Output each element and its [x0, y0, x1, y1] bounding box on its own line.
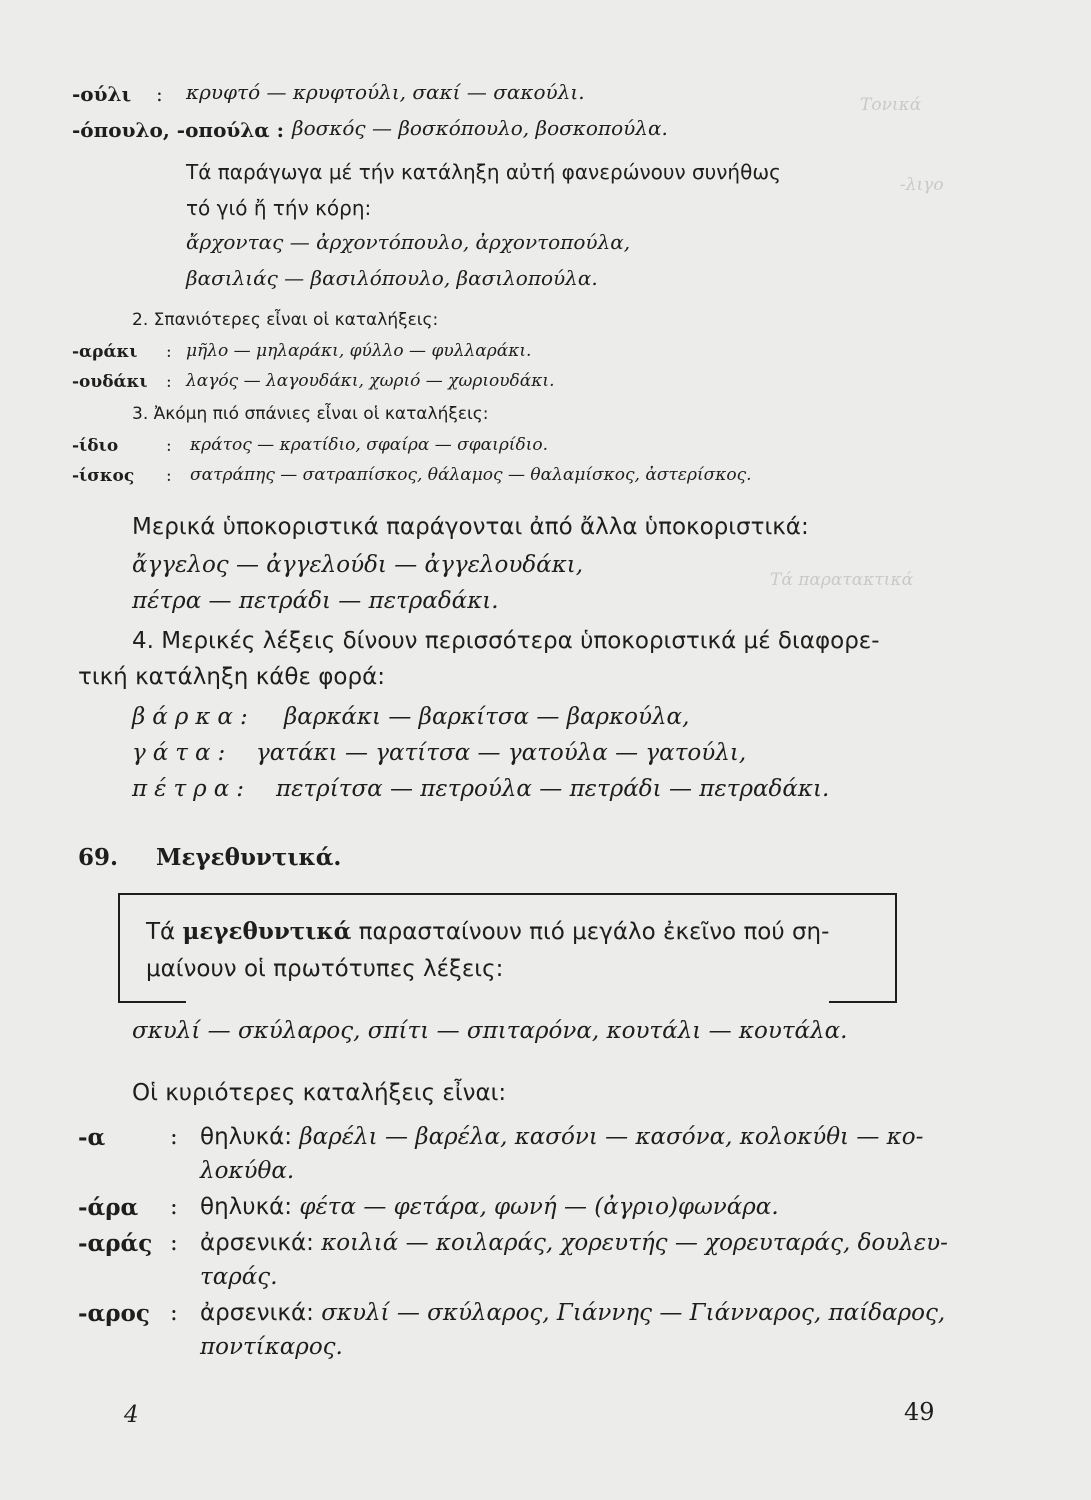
suffix-sep: : [170, 1194, 178, 1220]
section-heading: 2. Σπανιότερες εἶναι οἱ καταλήξεις: [132, 310, 439, 330]
suffix-sep: : [166, 372, 172, 392]
box-border-bottom-right [829, 1001, 897, 1003]
page-number: 49 [904, 1398, 935, 1426]
suffix-example: σατράπης — σατραπίσκος, θάλαμος — θαλαμίσκος, ἀστερίσκος. [190, 465, 752, 485]
section-heading: 3. Ἀκόμη πιό σπάνιες εἶναι οἱ καταλήξεις: [132, 404, 489, 424]
suffix-sep: : [166, 342, 172, 362]
suffix-sep: : [166, 466, 172, 486]
suffix-example: θηλυκά: φέτα — φετάρα, φωνή — (ἀγριο)φωνάρα. [200, 1194, 779, 1220]
box-text: Τά μεγεθυντικά παρασταίνουν πιό μεγάλο ἐκεῖνο πού ση- [146, 918, 830, 945]
suffix-example-cont: ταράς. [200, 1264, 278, 1290]
suffix-example: θηλυκά: βαρέλι — βαρέλα, κασόνι — κασόνα, κολοκύθι — κο- [200, 1124, 924, 1150]
suffix-example-cont: ποντίκαρος. [200, 1334, 343, 1360]
bleed-through-text: -λιγο [900, 175, 944, 195]
box-text: μαίνουν οἱ πρωτότυπες λέξεις: [146, 956, 504, 982]
suffix-label: -ούλι [72, 82, 132, 106]
suffix-label: -αράς [78, 1230, 153, 1257]
example-line: πετρίτσα — πετρούλα — πετράδι — πετραδάκι. [276, 776, 830, 802]
suffix-example: ἀρσενικά: σκυλί — σκύλαρος, Γιάννης — Γιάνναρος, παίδαρος, [200, 1300, 946, 1326]
suffix-sep: : [170, 1300, 178, 1326]
signature-mark: 4 [124, 1402, 139, 1428]
box-border-right [895, 893, 897, 1003]
word-spaced: πέτρα: [132, 776, 251, 802]
box-border-bottom-left [118, 1001, 186, 1003]
example-line: πέτρα — πετράδι — πετραδάκι. [132, 588, 499, 614]
note-text: τό γιό ἤ τήν κόρη: [186, 196, 372, 220]
box-border-left [118, 893, 120, 1003]
box-border-top [118, 893, 897, 895]
paragraph-text: Οἱ κυριότερες καταλήξεις εἶναι: [132, 1080, 507, 1106]
suffix-example: λαγός — λαγουδάκι, χωριό — χωριουδάκι. [186, 371, 555, 391]
suffix-example: κρυφτό — κρυφτούλι, σακί — σακούλι. [186, 80, 585, 104]
suffix-sep: : [170, 1230, 178, 1256]
suffix-example-cont: λοκύθα. [200, 1158, 295, 1184]
paragraph-text: 4. Μερικές λέξεις δίνουν περισσότερα ὑποκοριστικά μέ διαφορε- [132, 628, 880, 654]
example-line: σκυλί — σκύλαρος, σπίτι — σπιταρόνα, κουτάλι — κουτάλα. [132, 1018, 848, 1044]
suffix-label: -αράκι [72, 342, 138, 362]
word-spaced: βάρκα: [132, 704, 255, 730]
suffix-sep: : [170, 1124, 178, 1150]
section-number: 69. [78, 844, 119, 871]
suffix-sep: : [166, 436, 172, 456]
word-spaced: γάτα: [132, 740, 233, 766]
note-text: Τά παράγωγα μέ τήν κατάληξη αὐτή φανερώνουν συνήθως [186, 160, 781, 184]
suffix-label: -ίσκος [72, 466, 135, 486]
example-line: βασιλιάς — βασιλόπουλο, βασιλοπούλα. [186, 266, 598, 290]
suffix-label: -ίδιο [72, 436, 119, 456]
paragraph-text: Μερικά ὑποκοριστικά παράγονται ἀπό ἄλλα ὑποκοριστικά: [132, 514, 809, 540]
example-line: βαρκάκι — βαρκίτσα — βαρκούλα, [284, 704, 690, 730]
bleed-through-text: Τονικά [860, 95, 922, 115]
suffix-label: -α [78, 1124, 106, 1151]
paragraph-text: τική κατάληξη κάθε φορά: [78, 664, 385, 690]
example-line: ἄγγελος — ἀγγελούδι — ἀγγελουδάκι, [132, 552, 584, 578]
bleed-through-text: Τά παρατακτικά [770, 570, 914, 590]
suffix-label: -άρα [78, 1194, 139, 1221]
suffix-example: μῆλο — μηλαράκι, φύλλο — φυλλαράκι. [186, 341, 532, 361]
suffix-sep: : [156, 82, 163, 106]
suffix-label: -ουδάκι [72, 372, 148, 392]
example-line: ἄρχοντας — ἀρχοντόπουλο, ἀρχοντοπούλα, [186, 230, 631, 254]
example-line: γατάκι — γατίτσα — γατούλα — γατούλι, [256, 740, 747, 766]
suffix-label: -όπουλο, -οπούλα : [72, 118, 285, 142]
suffix-example: βοσκός — βοσκόπουλο, βοσκοπούλα. [292, 116, 668, 140]
suffix-label: -αρος [78, 1300, 150, 1327]
section-title: Μεγεθυντικά. [156, 844, 342, 871]
suffix-example: κράτος — κρατίδιο, σφαίρα — σφαιρίδιο. [190, 435, 549, 455]
suffix-example: ἀρσενικά: κοιλιά — κοιλαράς, χορευτής — χορευταράς, δουλευ- [200, 1230, 948, 1256]
